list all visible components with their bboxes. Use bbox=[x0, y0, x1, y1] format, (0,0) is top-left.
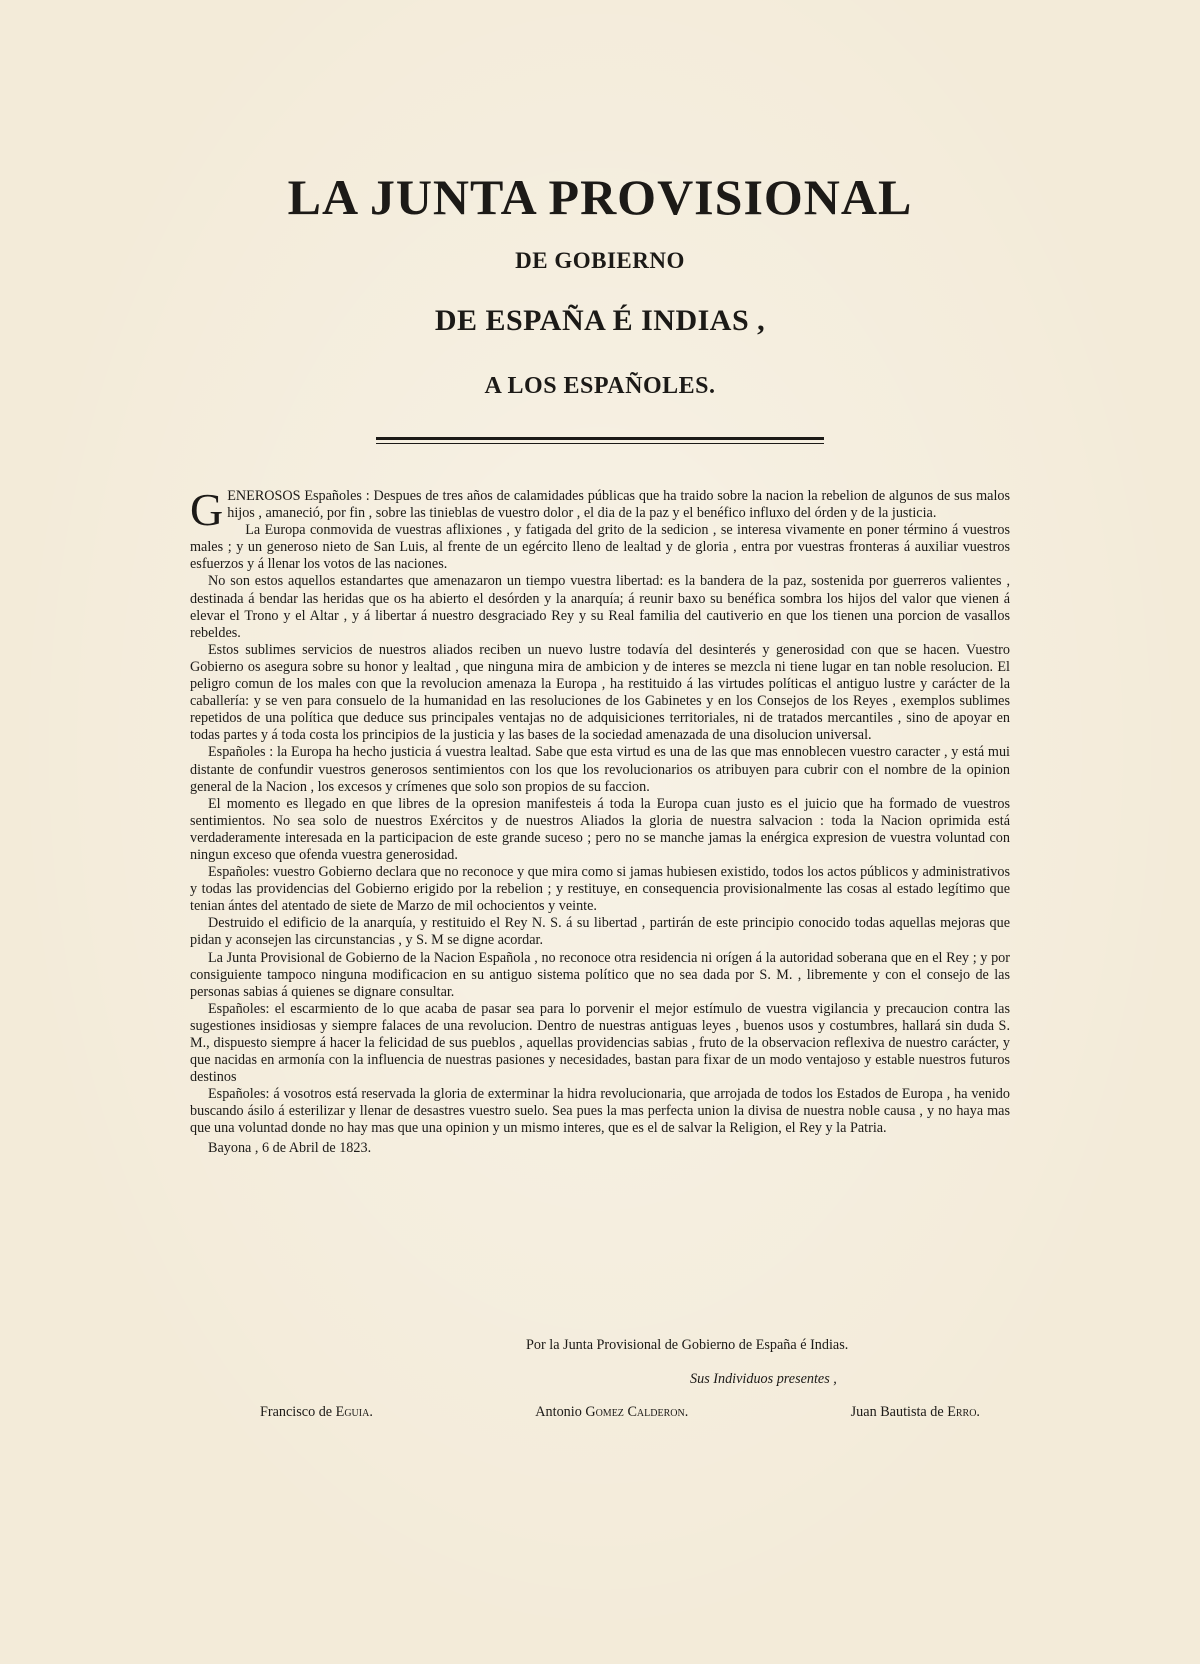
rule-thin-line bbox=[376, 443, 824, 444]
subtitle-espana-indias: DE ESPAÑA É INDIAS , bbox=[434, 304, 766, 337]
subtitle-gobierno: DE GOBIERNO bbox=[515, 248, 685, 273]
ornamental-rule bbox=[376, 437, 824, 447]
dateline: Bayona , 6 de Abril de 1823. bbox=[208, 1139, 372, 1156]
rule-thick-line bbox=[376, 437, 824, 440]
paragraph-1 bbox=[190, 484, 1010, 535]
signatory-erro-last: Erro. bbox=[947, 1404, 980, 1420]
signatory-eguia bbox=[260, 1404, 373, 1421]
paragraph-3: No son estos aquellos estandartes que amenazaron un tiempo vuestra libertad: es la bandera de la paz, sostenida por guerreros valientes , destinada á bendar las heridas que os ha abierto el desórden y la anarquía; á reunir baxo su benéfica sombra los hijos del valor que vienen á elevar el Trono y el Altar , y á libertar á nuestro desgraciado Rey y su Real familia del cautiverio en que los tienen una porcion de vasallos rebeldes. bbox=[190, 573, 1010, 641]
signatory-erro-first: Juan Bautista de bbox=[850, 1404, 944, 1420]
signatory-gomez-last: Gomez Calderon. bbox=[585, 1404, 689, 1420]
paragraph-2: La Europa conmovida de vuestras aflixiones , y fatigada del grito de la sedicion , se interesa vivamente en poner término á vuestros males ; y un generoso nieto de San Luis, al frente de un egército lleno de lealtad y de gloria , entra por vuestras fronteras á auxiliar vuestros esfuerzos y á llenar los votos de las naciones. bbox=[190, 522, 1010, 573]
members-present-line: Sus Individuos presentes , bbox=[690, 1371, 837, 1387]
paragraph-9: La Junta Provisional de Gobierno de la Nacion Española , no reconoce otra residencia ni orígen á la autoridad soberana que en el Rey ; y por consiguiente tampoco ninguna modificacion en su antiguo sistema político que no sea dada por S. M. , libremente y con el consejo de las personas sabias á quienes se dignare consultar. bbox=[190, 949, 1010, 1000]
drop-cap: G bbox=[190, 484, 224, 535]
document-title: LA JUNTA PROVISIONAL bbox=[287, 169, 913, 225]
proclamation-body bbox=[190, 484, 1010, 1157]
signatory-gomez-first: Antonio bbox=[535, 1404, 582, 1420]
signatories bbox=[190, 1404, 1010, 1421]
paragraph-4: Estos sublimes servicios de nuestros aliados reciben un nuevo lustre todavía del desinterés y generosidad con que se hacen. Vuestro Gobierno os asegura sobre su honor y lealtad , que ninguna mira de ambicion y de interes se mezcla ni tiene lugar en tan noble resolucion. El peligro comun de los males con que la revolucion amenaza la Europa , ha restituido á las virtudes políticas el antiguo lustre y carácter de la caballería: y se ven para consuelo de la humanidad en las resoluciones de los Gabinetes y en los Consejos de los Reyes , exemplos sublimes repetidos de una política que deduce sus principales ventajas no de adquisiciones territoriales, ni de tratados mercantiles , sino de apoyar en todas partes y á toda costa los principios de la justicia y las bases de la sociedad amenazada de una disolucion universal. bbox=[190, 641, 1010, 744]
paragraph-8: Destruido el edificio de la anarquía, y restituido el Rey N. S. á su libertad , partirán de este principio conocido todas aquellas mejoras que pidan y aconsejen las circunstancias , y S. M se digne acordar. bbox=[190, 915, 1010, 949]
paragraph-7: Españoles: vuestro Gobierno declara que no reconoce y que mira como si jamas hubiesen existido, todos los actos públicos y administrativos y todas las providencias del Gobierno erigido por la rebelion ; y restituye, en consequencia provisionalmente las cosas al estado legítimo que tenian ántes del atentado de siete de Marzo de mil ochocientos y veinte. bbox=[190, 864, 1010, 915]
paragraph-11: Españoles: á vosotros está reservada la gloria de exterminar la hidra revolucionaria, que arrojada de todos los Estados de Europa , ha venido buscando ásilo á esterilizar y llenar de desastres vuestro suelo. Sea pues la mas perfecta union la divisa de nuestra noble causa , y no haya mas que una voluntad donde no hay mas que una opinion y un mismo interes, que es el de salvar la Religion, el Rey y la Patria. bbox=[190, 1086, 1010, 1137]
paragraph-1-text: ENEROSOS Españoles : Despues de tres años de calamidades públicas que ha traido sobre la nacion la rebelion de algunos de sus malos hijos , amaneció, por fin , sobre las tinieblas de vuestro dolor , el dia de la paz y el benéfico influxo del órden y de la justicia. bbox=[227, 488, 1010, 522]
on-behalf-line: Por la Junta Provisional de Gobierno de España é Indias. bbox=[526, 1337, 849, 1353]
signatory-erro bbox=[851, 1404, 980, 1421]
signatory-gomez-calderon bbox=[535, 1404, 688, 1421]
paragraph-10: Españoles: el escarmiento de lo que acaba de pasar sea para lo porvenir el mejor estímulo de vuestra vigilancia y precaucion contra las sugestiones insidiosas y siempre falaces de una revolucion. Dentro de nuestras antiguas leyes , buenos usos y costumbres, hallará sin duda S. M., dispuesto siempre á hacer la felicidad de sus pueblos , aquellas providencias sabias , fruto de la observacion reflexiva de nuestro carácter, y que nacidas en armonía con la influencia de nuestras pasiones y necesidades, bastan para fixar de un modo ventajoso y estable nuestros futuros destinos bbox=[190, 1000, 1010, 1086]
paragraph-5: Españoles : la Europa ha hecho justicia á vuestra lealtad. Sabe que esta virtud es una de las que mas ennoblecen vuestro caracter , y está mui distante de confundir vuestros generosos sentimientos con los que los revolucionarios os atribuyen para cubrir con el nombre de la opinion general de la Nacion , los excesos y crímenes que solo son propios de su faccion. bbox=[190, 744, 1010, 795]
subtitle-a-los-espanoles: A LOS ESPAÑOLES. bbox=[484, 373, 716, 399]
signatory-eguia-first: Francisco de bbox=[260, 1404, 333, 1420]
signatory-eguia-last: Eguia. bbox=[335, 1404, 373, 1420]
paragraph-6: El momento es llegado en que libres de la opresion manifesteis á toda la Europa cuan justo es el juicio que ha formado de vuestros sentimientos. No sea solo de nuestros Exércitos y de nuestros Aliados la gloria de nuestra salvacion : toda la Nacion oprimida está verdaderamente interesada en la participacion de este grande suceso ; pero no se manche jamas la enérgica expresion de vuestra voluntad con ningun exceso que ofenda vuestra generosidad. bbox=[190, 795, 1010, 863]
